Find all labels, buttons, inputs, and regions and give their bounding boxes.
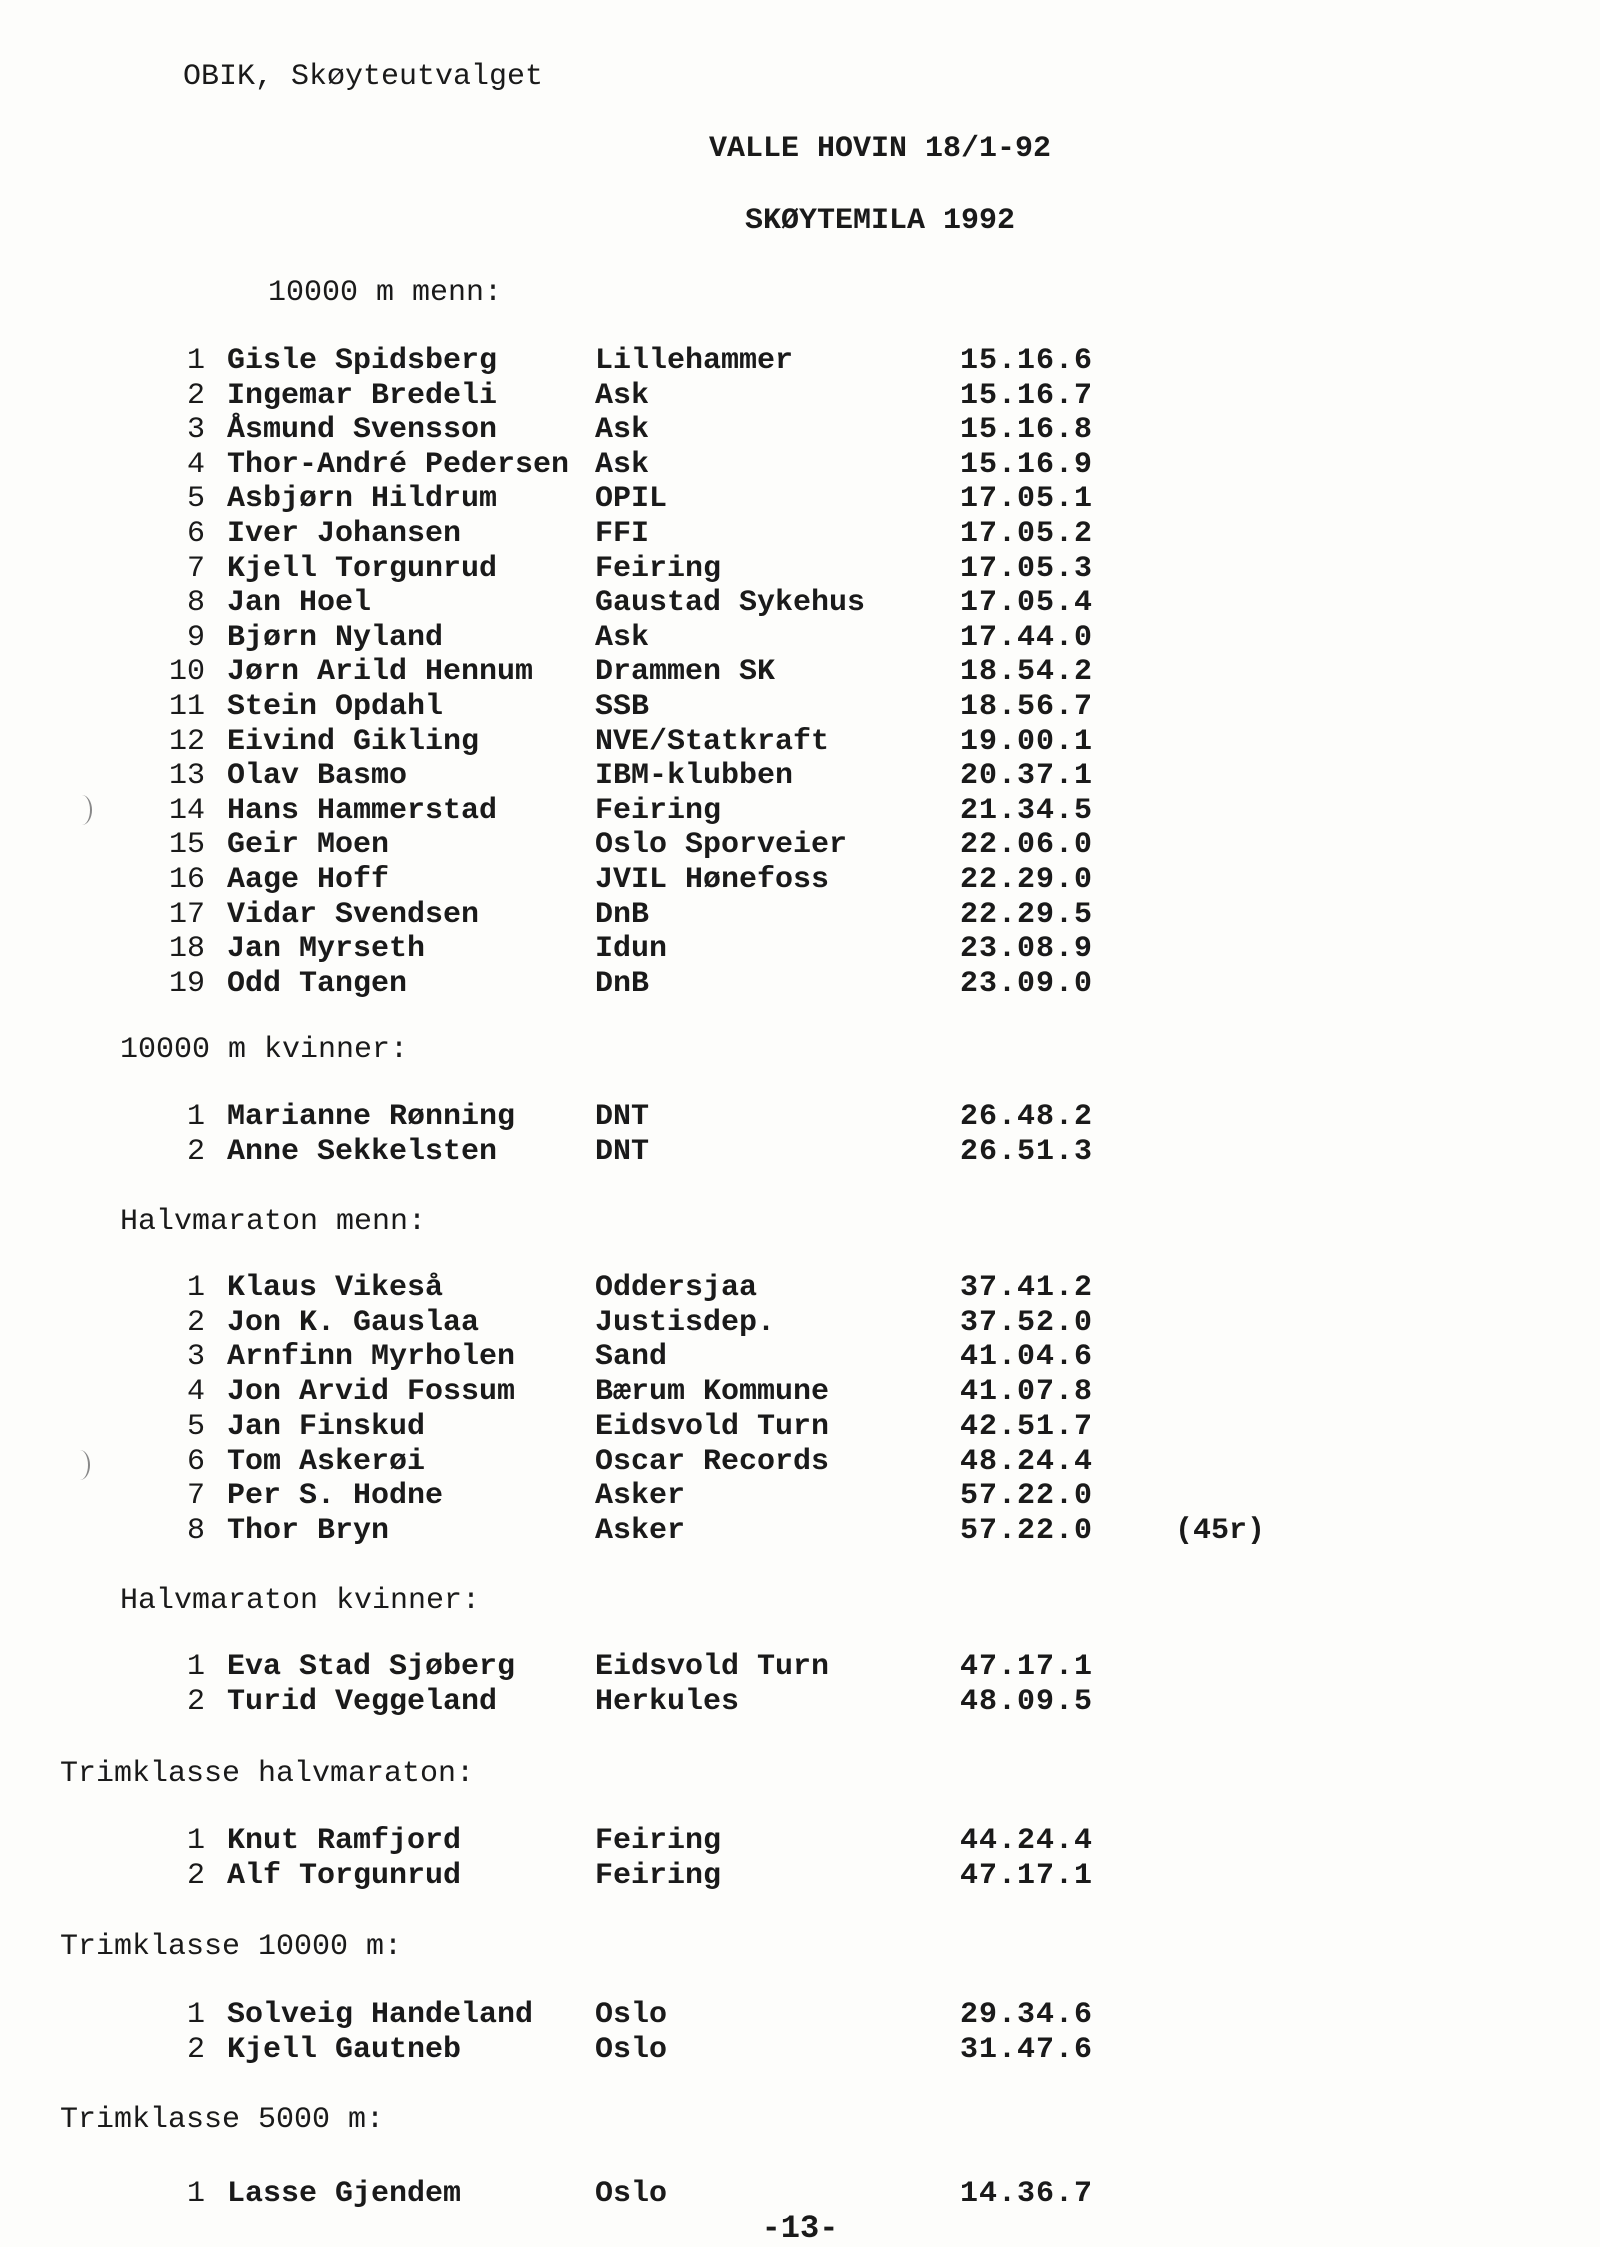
skater-name: Jan Hoel: [227, 586, 372, 621]
finish-time: 20.37.1: [960, 759, 1094, 794]
finish-time: 15.16.9: [960, 447, 1094, 482]
placing-number: 13: [168, 759, 205, 794]
skater-name: Lasse Gjendem: [227, 2177, 462, 2211]
skater-name: Jon K. Gauslaa: [227, 1305, 480, 1340]
placing-number: 7: [186, 1479, 205, 1514]
finish-time: 17.05.3: [960, 551, 1094, 586]
finish-time: 21.34.5: [960, 793, 1094, 828]
placing-number: 15: [168, 828, 205, 863]
club-name: NVE/Statkraft: [595, 724, 830, 759]
finish-time: 15.16.8: [960, 413, 1094, 448]
skater-name: Iver Johansen: [227, 517, 462, 551]
placing-number: 1: [186, 1271, 205, 1305]
time-note: (45r): [1175, 1513, 1266, 1548]
placing-number: 18: [168, 932, 205, 967]
skater-name: Thor Bryn: [227, 1513, 390, 1548]
club-name: Feiring: [595, 1858, 722, 1893]
club-name: Oscar Records: [595, 1444, 830, 1479]
club-name: Bærum Kommune: [595, 1375, 830, 1410]
club-name: Idun: [595, 932, 668, 967]
club-name: DnB: [595, 897, 650, 932]
club-name: Ask: [595, 447, 650, 482]
event-title: SKØYTEMILA 1992: [744, 204, 1016, 238]
placing-number: 17: [168, 897, 205, 932]
finish-time: 37.52.0: [960, 1305, 1094, 1340]
placing-number: 16: [168, 863, 205, 897]
placing-number: 1: [186, 1650, 205, 1684]
punch-hole-mark: [72, 795, 92, 825]
finish-time: 17.05.1: [960, 482, 1094, 517]
skater-name: Ingemar Bredeli: [227, 378, 498, 413]
club-name: DNT: [595, 1100, 650, 1134]
section-heading: Halvmaraton kvinner:: [120, 1584, 481, 1618]
club-name: Sand: [595, 1340, 668, 1375]
skater-name: Vidar Svendsen: [227, 897, 480, 932]
skater-name: Jon Arvid Fossum: [227, 1375, 516, 1410]
club-name: Eidsvold Turn: [595, 1650, 830, 1684]
finish-time: 41.07.8: [960, 1375, 1094, 1410]
placing-number: 11: [168, 690, 205, 724]
skater-name: Hans Hammerstad: [227, 793, 498, 828]
club-name: Justisdep.: [595, 1305, 776, 1340]
finish-time: 22.29.5: [960, 897, 1094, 932]
placing-number: 1: [186, 1824, 205, 1858]
skater-name: Åsmund Svensson: [227, 413, 498, 448]
skater-name: Eivind Gikling: [227, 724, 480, 759]
placing-number: 19: [168, 966, 205, 1001]
skater-name: Thor-André Pedersen: [227, 447, 570, 482]
skater-name: Anne Sekkelsten: [227, 1134, 498, 1169]
page-number: -13-: [761, 2210, 839, 2247]
placing-number: 4: [186, 1375, 205, 1410]
skater-name: Kjell Gautneb: [227, 2032, 462, 2067]
placing-number: 1: [186, 1100, 205, 1134]
finish-time: 14.36.7: [960, 2177, 1094, 2211]
skater-name: Gisle Spidsberg: [227, 344, 498, 378]
club-name: DnB: [595, 966, 650, 1001]
skater-name: Klaus Vikeså: [227, 1271, 444, 1305]
skater-name: Tom Askerøi: [227, 1444, 426, 1479]
club-name: Gaustad Sykehus: [595, 586, 866, 621]
placing-number: 8: [186, 586, 205, 621]
finish-time: 42.51.7: [960, 1409, 1094, 1444]
placing-number: 14: [168, 793, 205, 828]
club-name: Drammen SK: [595, 655, 776, 690]
skater-name: Knut Ramfjord: [227, 1824, 462, 1858]
placing-number: 1: [186, 1998, 205, 2032]
club-name: Oslo: [595, 2177, 668, 2211]
finish-time: 37.41.2: [960, 1271, 1094, 1305]
finish-time: 19.00.1: [960, 724, 1094, 759]
club-name: Oslo: [595, 2032, 668, 2067]
finish-time: 44.24.4: [960, 1824, 1094, 1858]
placing-number: 12: [168, 724, 205, 759]
skater-name: Solveig Handeland: [227, 1998, 534, 2032]
skater-name: Asbjørn Hildrum: [227, 482, 498, 517]
skater-name: Olav Basmo: [227, 759, 408, 794]
placing-number: 5: [186, 1409, 205, 1444]
finish-time: 17.44.0: [960, 620, 1094, 655]
club-name: Oslo Sporveier: [595, 828, 848, 863]
club-name: Feiring: [595, 793, 722, 828]
placing-number: 2: [186, 2032, 205, 2067]
placing-number: 4: [186, 447, 205, 482]
section-heading: Trimklasse halvmaraton:: [60, 1757, 475, 1791]
club-name: Asker: [595, 1479, 686, 1514]
finish-time: 23.08.9: [960, 932, 1094, 967]
skater-name: Arnfinn Myrholen: [227, 1340, 516, 1375]
finish-time: 22.06.0: [960, 828, 1094, 863]
finish-time: 17.05.2: [960, 517, 1094, 551]
skater-name: Bjørn Nyland: [227, 620, 444, 655]
finish-time: 48.09.5: [960, 1684, 1094, 1719]
finish-time: 26.51.3: [960, 1134, 1094, 1169]
club-name: Asker: [595, 1513, 686, 1548]
section-heading: 10000 m menn:: [268, 276, 503, 310]
skater-name: Jan Myrseth: [227, 932, 426, 967]
venue-date-title: VALLE HOVIN 18/1-92: [708, 132, 1052, 166]
club-name: Ask: [595, 413, 650, 448]
club-name: Ask: [595, 378, 650, 413]
club-name: DNT: [595, 1134, 650, 1169]
finish-time: 47.17.1: [960, 1858, 1094, 1893]
skater-name: Alf Torgunrud: [227, 1858, 462, 1893]
finish-time: 17.05.4: [960, 586, 1094, 621]
finish-time: 57.22.0: [960, 1479, 1094, 1514]
organization-header: OBIK, Skøyteutvalget: [183, 60, 544, 94]
placing-number: 6: [186, 1444, 205, 1479]
section-heading: 10000 m kvinner:: [120, 1033, 409, 1067]
placing-number: 2: [186, 1684, 205, 1719]
placing-number: 10: [168, 655, 205, 690]
finish-time: 22.29.0: [960, 863, 1094, 897]
finish-time: 18.54.2: [960, 655, 1094, 690]
placing-number: 8: [186, 1513, 205, 1548]
placing-number: 6: [186, 517, 205, 551]
finish-time: 57.22.0: [960, 1513, 1094, 1548]
finish-time: 31.47.6: [960, 2032, 1094, 2067]
club-name: Feiring: [595, 1824, 722, 1858]
skater-name: Per S. Hodne: [227, 1479, 444, 1514]
placing-number: 2: [186, 378, 205, 413]
club-name: FFI: [595, 517, 650, 551]
finish-time: 18.56.7: [960, 690, 1094, 724]
skater-name: Jan Finskud: [227, 1409, 426, 1444]
finish-time: 15.16.7: [960, 378, 1094, 413]
placing-number: 3: [186, 1340, 205, 1375]
club-name: Feiring: [595, 551, 722, 586]
club-name: Herkules: [595, 1684, 740, 1719]
skater-name: Marianne Rønning: [227, 1100, 516, 1134]
club-name: OPIL: [595, 482, 668, 517]
placing-number: 5: [186, 482, 205, 517]
skater-name: Aage Hoff: [227, 863, 390, 897]
club-name: Oddersjaa: [595, 1271, 758, 1305]
skater-name: Stein Opdahl: [227, 690, 444, 724]
skater-name: Jørn Arild Hennum: [227, 655, 534, 690]
finish-time: 26.48.2: [960, 1100, 1094, 1134]
section-heading: Trimklasse 10000 m:: [60, 1930, 403, 1964]
finish-time: 29.34.6: [960, 1998, 1094, 2032]
skater-name: Odd Tangen: [227, 966, 408, 1001]
finish-time: 48.24.4: [960, 1444, 1094, 1479]
club-name: Ask: [595, 620, 650, 655]
placing-number: 3: [186, 413, 205, 448]
section-heading: Trimklasse 5000 m:: [60, 2103, 385, 2137]
section-heading: Halvmaraton menn:: [120, 1205, 427, 1239]
club-name: SSB: [595, 690, 650, 724]
punch-hole-mark: [70, 1450, 90, 1480]
placing-number: 2: [186, 1858, 205, 1893]
finish-time: 23.09.0: [960, 966, 1094, 1001]
skater-name: Eva Stad Sjøberg: [227, 1650, 516, 1684]
club-name: Oslo: [595, 1998, 668, 2032]
finish-time: 41.04.6: [960, 1340, 1094, 1375]
finish-time: 47.17.1: [960, 1650, 1094, 1684]
club-name: Eidsvold Turn: [595, 1409, 830, 1444]
placing-number: 7: [186, 551, 205, 586]
placing-number: 2: [186, 1305, 205, 1340]
skater-name: Geir Moen: [227, 828, 390, 863]
club-name: Lillehammer: [595, 344, 794, 378]
skater-name: Turid Veggeland: [227, 1684, 498, 1719]
placing-number: 9: [186, 620, 205, 655]
placing-number: 2: [186, 1134, 205, 1169]
placing-number: 1: [186, 344, 205, 378]
skater-name: Kjell Torgunrud: [227, 551, 498, 586]
club-name: IBM-klubben: [595, 759, 794, 794]
finish-time: 15.16.6: [960, 344, 1094, 378]
placing-number: 1: [186, 2177, 205, 2211]
club-name: JVIL Hønefoss: [595, 863, 830, 897]
